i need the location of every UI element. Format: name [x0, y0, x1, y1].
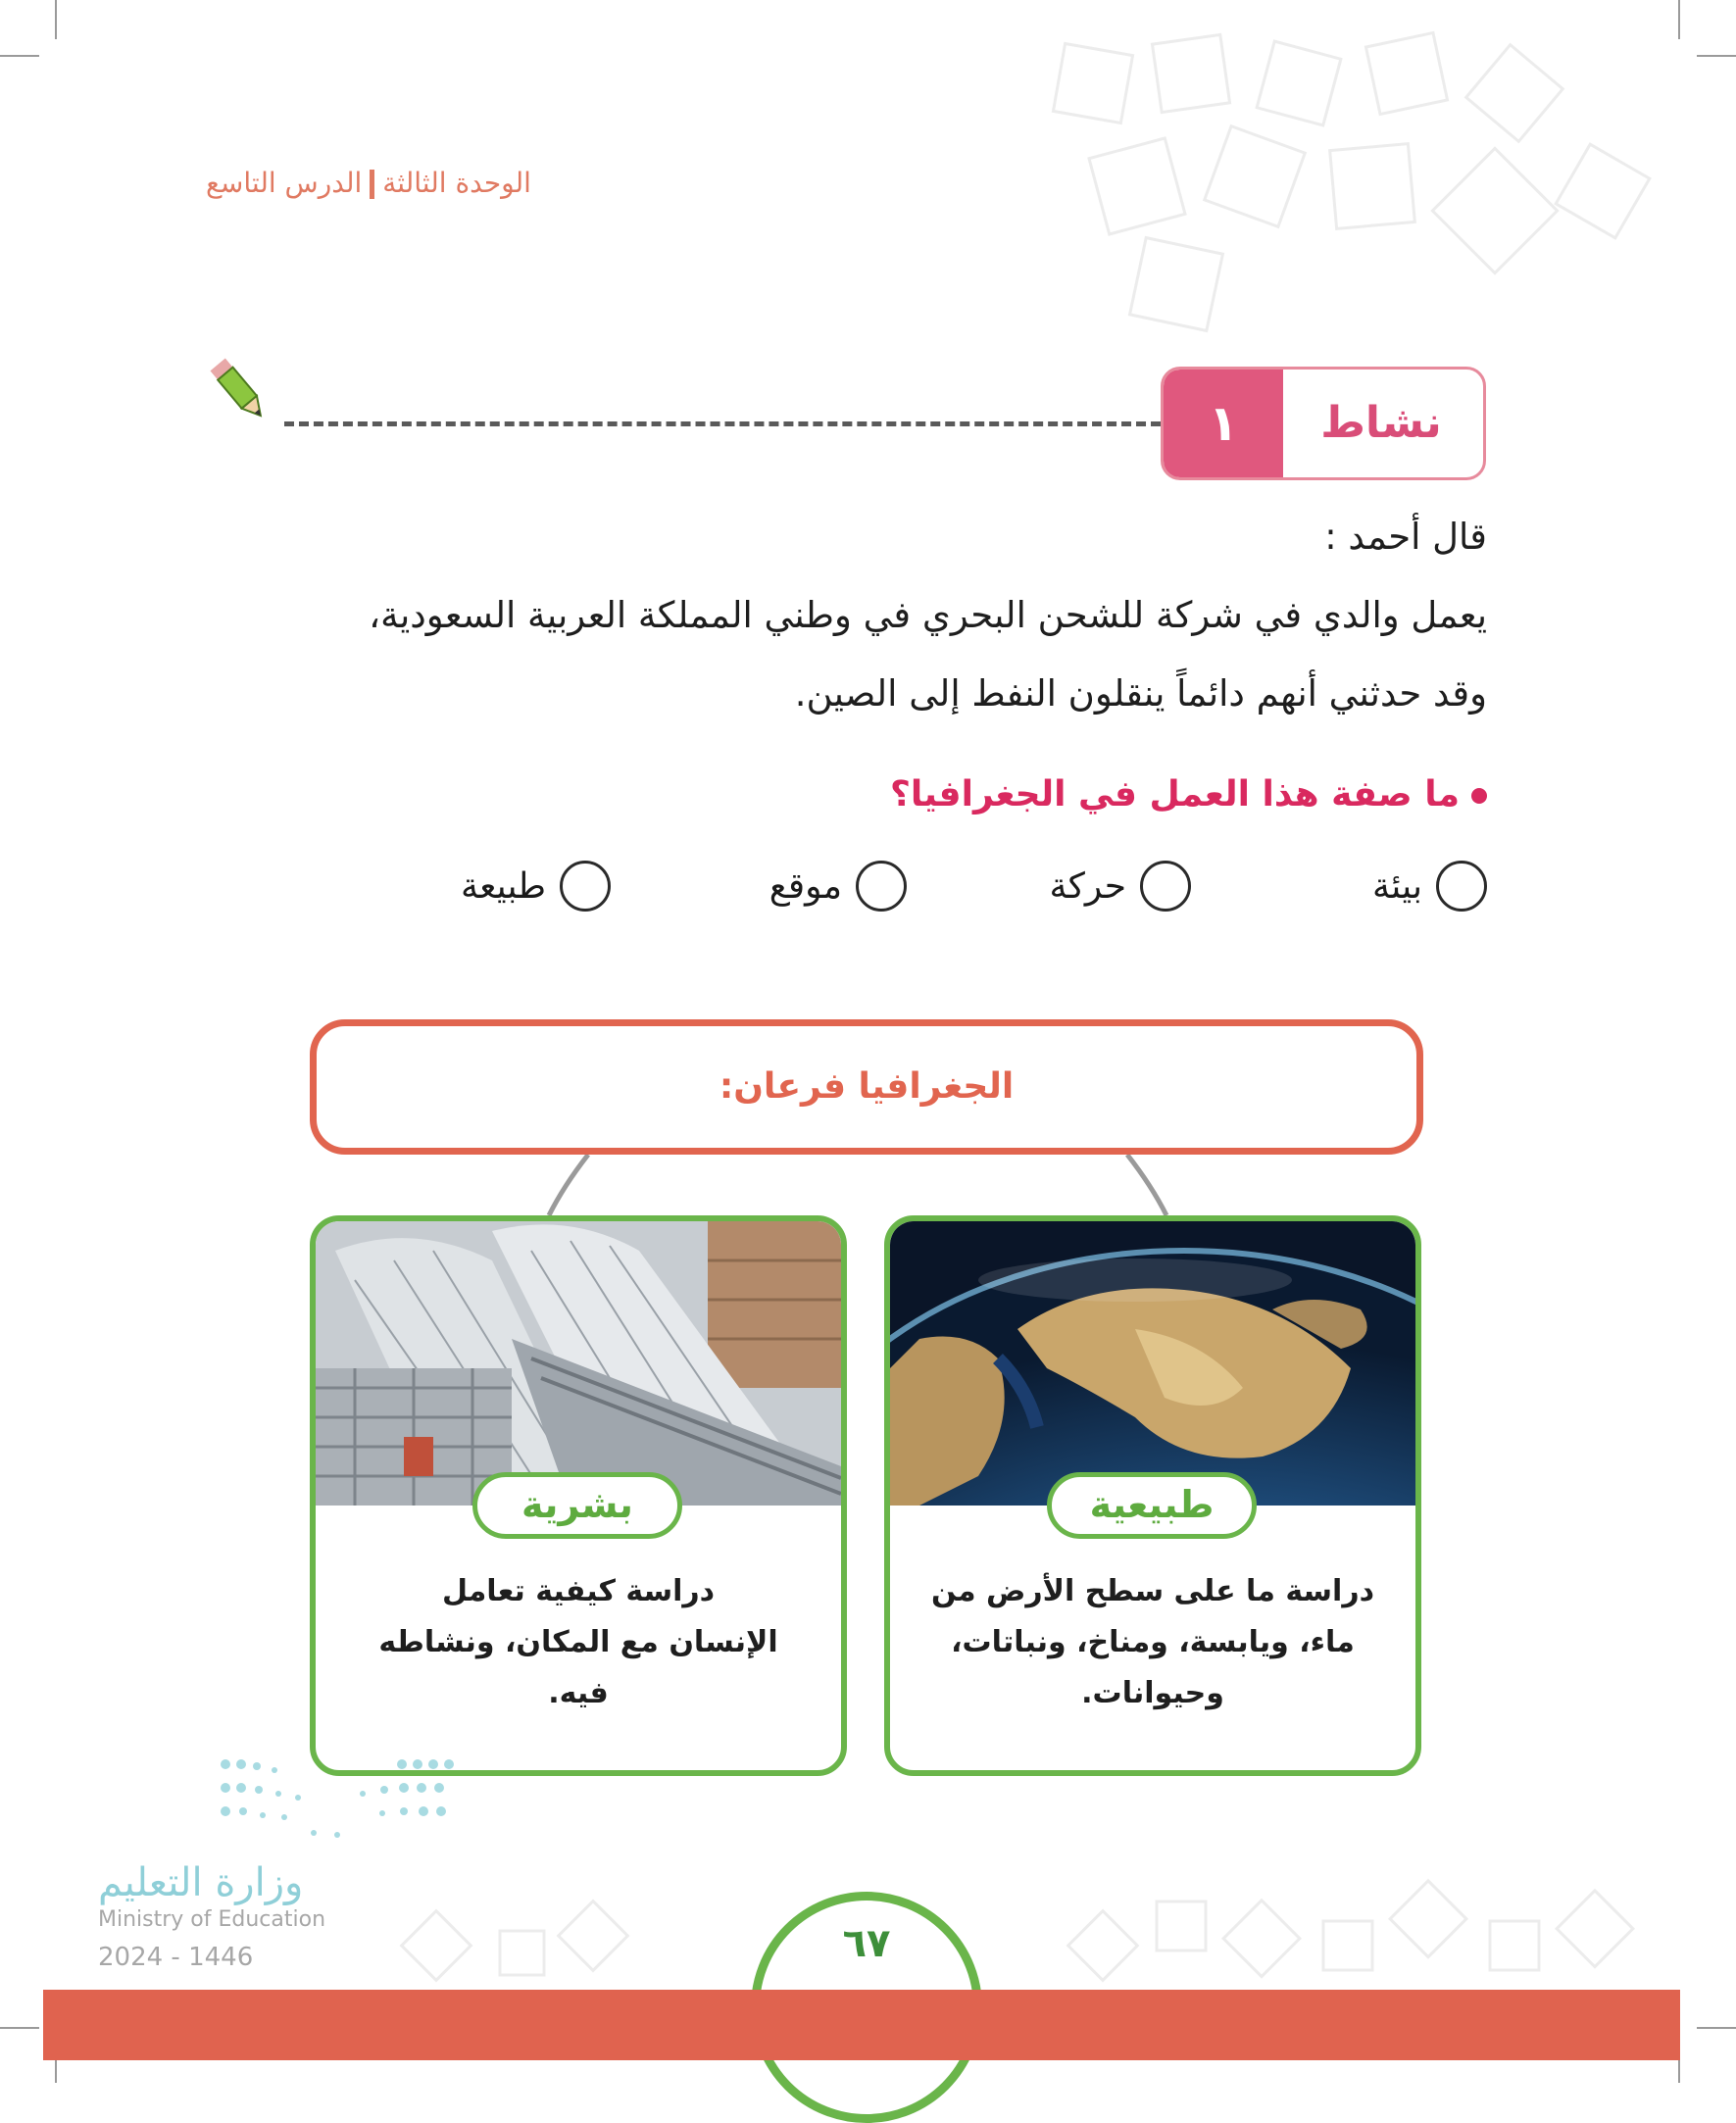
- desc-line: فيه.: [548, 1676, 609, 1710]
- concept-title: الجغرافيا فرعان:: [719, 1066, 1015, 1107]
- paragraph-line-2: وقد حدثني أنهم دائماً ينقلون النفط إلى الصين.: [794, 672, 1487, 715]
- ministry-name-arabic: وزارة التعليم: [98, 1860, 304, 1905]
- desc-line: دراسة ما على سطح الأرض من: [931, 1574, 1374, 1608]
- activity-label: نشاط: [1320, 398, 1442, 448]
- activity-tag: [1161, 367, 1486, 480]
- card-natural: [884, 1215, 1421, 1776]
- option-label: موقع: [769, 865, 842, 907]
- breadcrumb-separator: [370, 170, 374, 199]
- activity-number: ١: [1164, 370, 1283, 477]
- connector-lines: [0, 1147, 1736, 1225]
- footer-band: [43, 1990, 1680, 2060]
- branch-title-natural: طبيعية: [1047, 1472, 1257, 1539]
- decorative-pattern-top: [1019, 20, 1686, 333]
- radio-circle[interactable]: [856, 861, 907, 912]
- page-number: ٦٧: [842, 1921, 891, 1966]
- metro-construction-image: [316, 1221, 841, 1506]
- question-text: ما صفة هذا العمل في الجغرافيا؟: [889, 774, 1460, 815]
- branch-desc-natural: [914, 1566, 1392, 1719]
- activity-divider: [284, 421, 1161, 426]
- desc-line: دراسة كيفية تعامل: [441, 1574, 716, 1608]
- ministry-year: 2024 - 1446: [98, 1943, 254, 1972]
- radio-circle[interactable]: [560, 861, 611, 912]
- desc-line: ماء، ويابسة، ومناخ، ونباتات،: [951, 1625, 1355, 1659]
- option-1[interactable]: [1372, 861, 1487, 912]
- option-label: حركة: [1049, 865, 1126, 907]
- lesson-label: الدرس التاسع: [206, 167, 363, 199]
- radio-circle[interactable]: [1140, 861, 1191, 912]
- paragraph-line-1: يعمل والدي في شركة للشحن البحري في وطني المملكة العربية السعودية،: [369, 594, 1487, 636]
- option-2[interactable]: [1049, 861, 1191, 912]
- option-label: بيئة: [1371, 865, 1422, 907]
- option-label: طبيعة: [460, 865, 546, 907]
- bullet-icon: [1471, 788, 1487, 804]
- concept-title-box: [310, 1019, 1423, 1155]
- intro-text: قال أحمد :: [1324, 516, 1487, 558]
- branch-desc-human: [339, 1566, 818, 1719]
- card-human: [310, 1215, 847, 1776]
- option-3[interactable]: [769, 861, 907, 912]
- pencil-icon: [208, 355, 271, 425]
- ministry-name-english: Ministry of Education: [98, 1907, 326, 1932]
- decorative-pattern-bottom: [392, 1862, 1696, 1990]
- unit-label: الوحدة الثالثة: [382, 167, 531, 199]
- question: [311, 774, 1487, 815]
- branch-title-human: بشرية: [472, 1472, 682, 1539]
- ministry-logo-icon: [216, 1754, 461, 1843]
- option-4[interactable]: [461, 861, 611, 912]
- desc-line: الإنسان مع المكان، ونشاطه: [378, 1625, 778, 1659]
- radio-circle[interactable]: [1436, 861, 1487, 912]
- breadcrumb: [206, 167, 598, 199]
- earth-satellite-image: [890, 1221, 1415, 1506]
- desc-line: وحيوانات.: [1081, 1676, 1224, 1710]
